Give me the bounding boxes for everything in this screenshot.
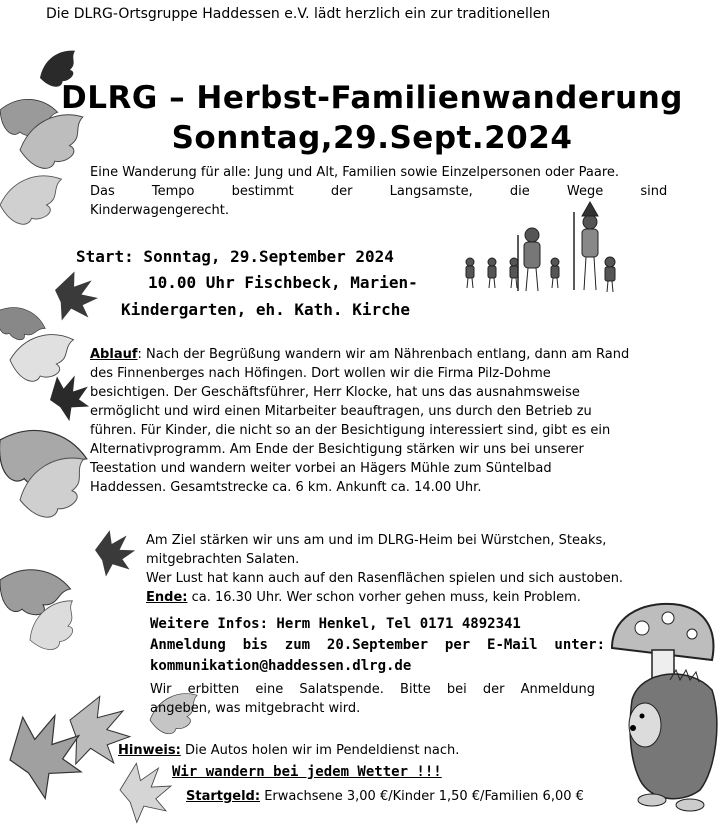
intro-text: Die DLRG-Ortsgruppe Haddessen e.V. lädt herzlich ein zur traditionellen (46, 6, 551, 22)
startgeld-line (186, 787, 584, 806)
page-title: DLRG – Herbst-Familienwanderung (61, 80, 683, 116)
ablauf-line: Alternativprogramm. Am Ende der Besichtigung stärken wir uns bei unserer (90, 442, 584, 457)
ziel-line: mitgebrachten Salaten. (146, 552, 300, 567)
email-address: kommunikation@haddessen.dlrg.de (150, 658, 412, 674)
description-line: Kinderwagengerecht. (90, 203, 229, 218)
hinweis-label: Hinweis: (118, 743, 181, 758)
description (90, 163, 680, 220)
ablauf-line: : Nach der Begrüßung wandern wir am Nährenbach entlang, dann am Rand (137, 347, 630, 362)
ablauf-line: ermöglicht und wird einen Mitarbeiter beauftragen, uns durch den Betrieb zu (90, 404, 592, 419)
ziel-line: Am Ziel stärken wir uns am und im DLRG-Heim bei Würstchen, Steaks, (146, 533, 607, 548)
weather-notice (172, 764, 442, 780)
contact-info: Weitere Infos: Herm Henkel, Tel 0171 4892341 (150, 616, 521, 632)
start-line-2: 10.00 Uhr Fischbeck, Marien- (148, 273, 418, 292)
ende-text: ca. 16.30 Uhr. Wer schon vorher gehen muss, kein Problem. (187, 590, 581, 605)
startgeld-label: Startgeld: (186, 789, 261, 804)
ablauf-line: Haddessen. Gesamtstrecke ca. 6 km. Ankunft ca. 14.00 Uhr. (90, 480, 482, 495)
start-line-1: Start: Sonntag, 29.September 2024 (76, 247, 394, 266)
salat-line: angeben, was mitgebracht wird. (150, 701, 361, 716)
weather-notice-text: Wir wandern bei jedem Wetter !!! (172, 764, 442, 780)
startgeld-text: Erwachsene 3,00 €/Kinder 1,50 €/Familien 6,00 € (260, 789, 584, 804)
ziel-line: Wer Lust hat kann auch auf den Rasenflächen spielen und sich austoben. (146, 571, 624, 586)
hinweis-text: Die Autos holen wir im Pendeldienst nach. (180, 743, 460, 758)
description-line: Das Tempo bestimmt der Langsamste, die Wege sind (90, 184, 668, 199)
hedgehog-icon (629, 670, 717, 811)
salat-line: Wir erbitten eine Salatspende. Bitte bei der Anmeldung (150, 682, 595, 697)
ende-label: Ende: (146, 590, 188, 605)
ablauf-line: Teestation und wandern weiter vorbei an Hägers Mühle zum Süntelbad (90, 461, 552, 476)
ablauf-label: Ablauf (90, 347, 138, 362)
ablauf-paragraph (90, 345, 678, 497)
ablauf-line: besichtigen. Der Geschäftsführer, Herr Klocke, hat uns das ausnahmsweise (90, 385, 580, 400)
registration-info: Anmeldung bis zum 20.September per E-Mail unter: (150, 637, 605, 653)
ablauf-line: des Finnenberges nach Höfingen. Dort wollen wir die Firma Pilz-Dohme (90, 366, 551, 381)
start-line-3: Kindergarten, eh. Kath. Kirche (121, 300, 410, 319)
description-line: Eine Wanderung für alle: Jung und Alt, Familien sowie Einzelpersonen oder Paare. (90, 165, 620, 180)
contact-block (150, 614, 605, 677)
salat-paragraph (150, 680, 595, 718)
event-date-title: Sonntag,29.Sept.2024 (171, 120, 573, 156)
hinweis-line (118, 741, 459, 760)
ablauf-line: führen. Für Kinder, die nicht so an der Besichtigung interessiert sind, gibt es ein (90, 423, 611, 438)
ziel-paragraph (146, 531, 686, 607)
